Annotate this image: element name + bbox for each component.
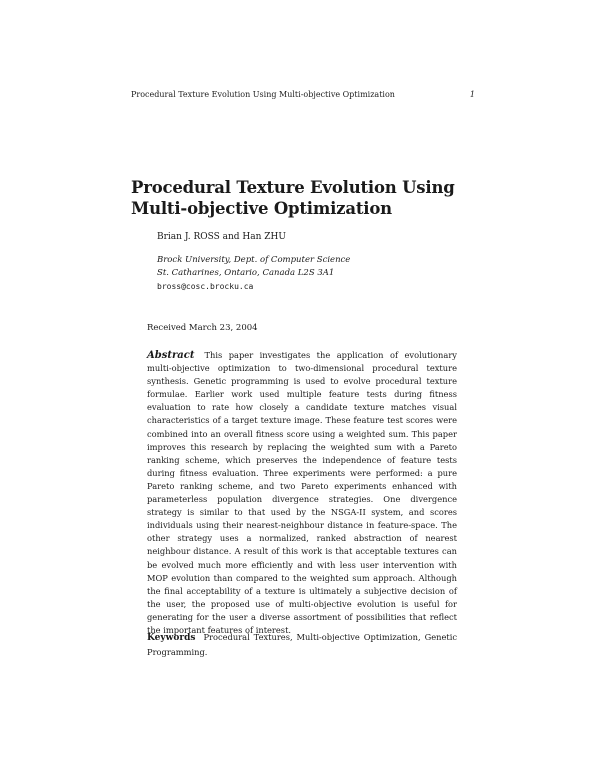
received-date: Received March 23, 2004 bbox=[147, 323, 258, 333]
author-email: bross@cosc.brocku.ca bbox=[157, 282, 254, 291]
keywords-text: Procedural Textures, Multi-objective Optimization, Genetic Programming. bbox=[147, 632, 457, 657]
running-head bbox=[131, 90, 475, 99]
keywords bbox=[147, 631, 457, 659]
authors: Brian J. ROSS and Han ZHU bbox=[157, 232, 286, 242]
running-head-title: Procedural Texture Evolution Using Multi-objective Optimization bbox=[131, 90, 395, 99]
abstract-label: Abstract bbox=[147, 350, 195, 361]
abstract bbox=[147, 349, 457, 637]
affiliation-line-1: Brock University, Dept. of Computer Science bbox=[157, 255, 351, 265]
paper-title: Procedural Texture Evolution Using Multi-objective Optimization bbox=[131, 178, 455, 218]
keywords-label: Keywords bbox=[147, 633, 196, 643]
affiliation-line-2: St. Catharines, Ontario, Canada L2S 3A1 bbox=[157, 268, 335, 278]
page-number: 1 bbox=[469, 90, 475, 99]
abstract-text: This paper investigates the application of evolutionary multi-objective optimization to two-dimensional procedural texture synthesis. Genetic programming is used to evolve procedural texture formulae. Earlier work used multiple feature tests during fitness evaluation to rate how closely a candidate texture matches visual characteristics of a target texture image. These feature test scores were combined into an overall fitness score using a weighted sum. This paper improves this research by replacing the weighted sum with a Pareto ranking scheme, which preserves the independence of feature tests during fitness evaluation. Three experiments were performed: a pure Pareto ranking scheme, and two Pareto experiments enhanced with parameterless population divergence strategies. One divergence strategy is similar to that used by the NSGA-II system, and scores individuals using their nearest-neighbour distance in feature-space. The other strategy uses a normalized, ranked abstraction of nearest neighbour distance. A result of this work is that acceptable textures can be evolved much more efficiently and with less user intervention with MOP evolution than compared to the weighted sum approach. Although the final acceptability of a texture is ultimately a subjective decision of the user, the proposed use of multi-objective evolution is useful for generating for the user a diverse assortment of possibilities that reflect the important features of interest. bbox=[147, 350, 457, 635]
affiliation bbox=[157, 254, 350, 293]
